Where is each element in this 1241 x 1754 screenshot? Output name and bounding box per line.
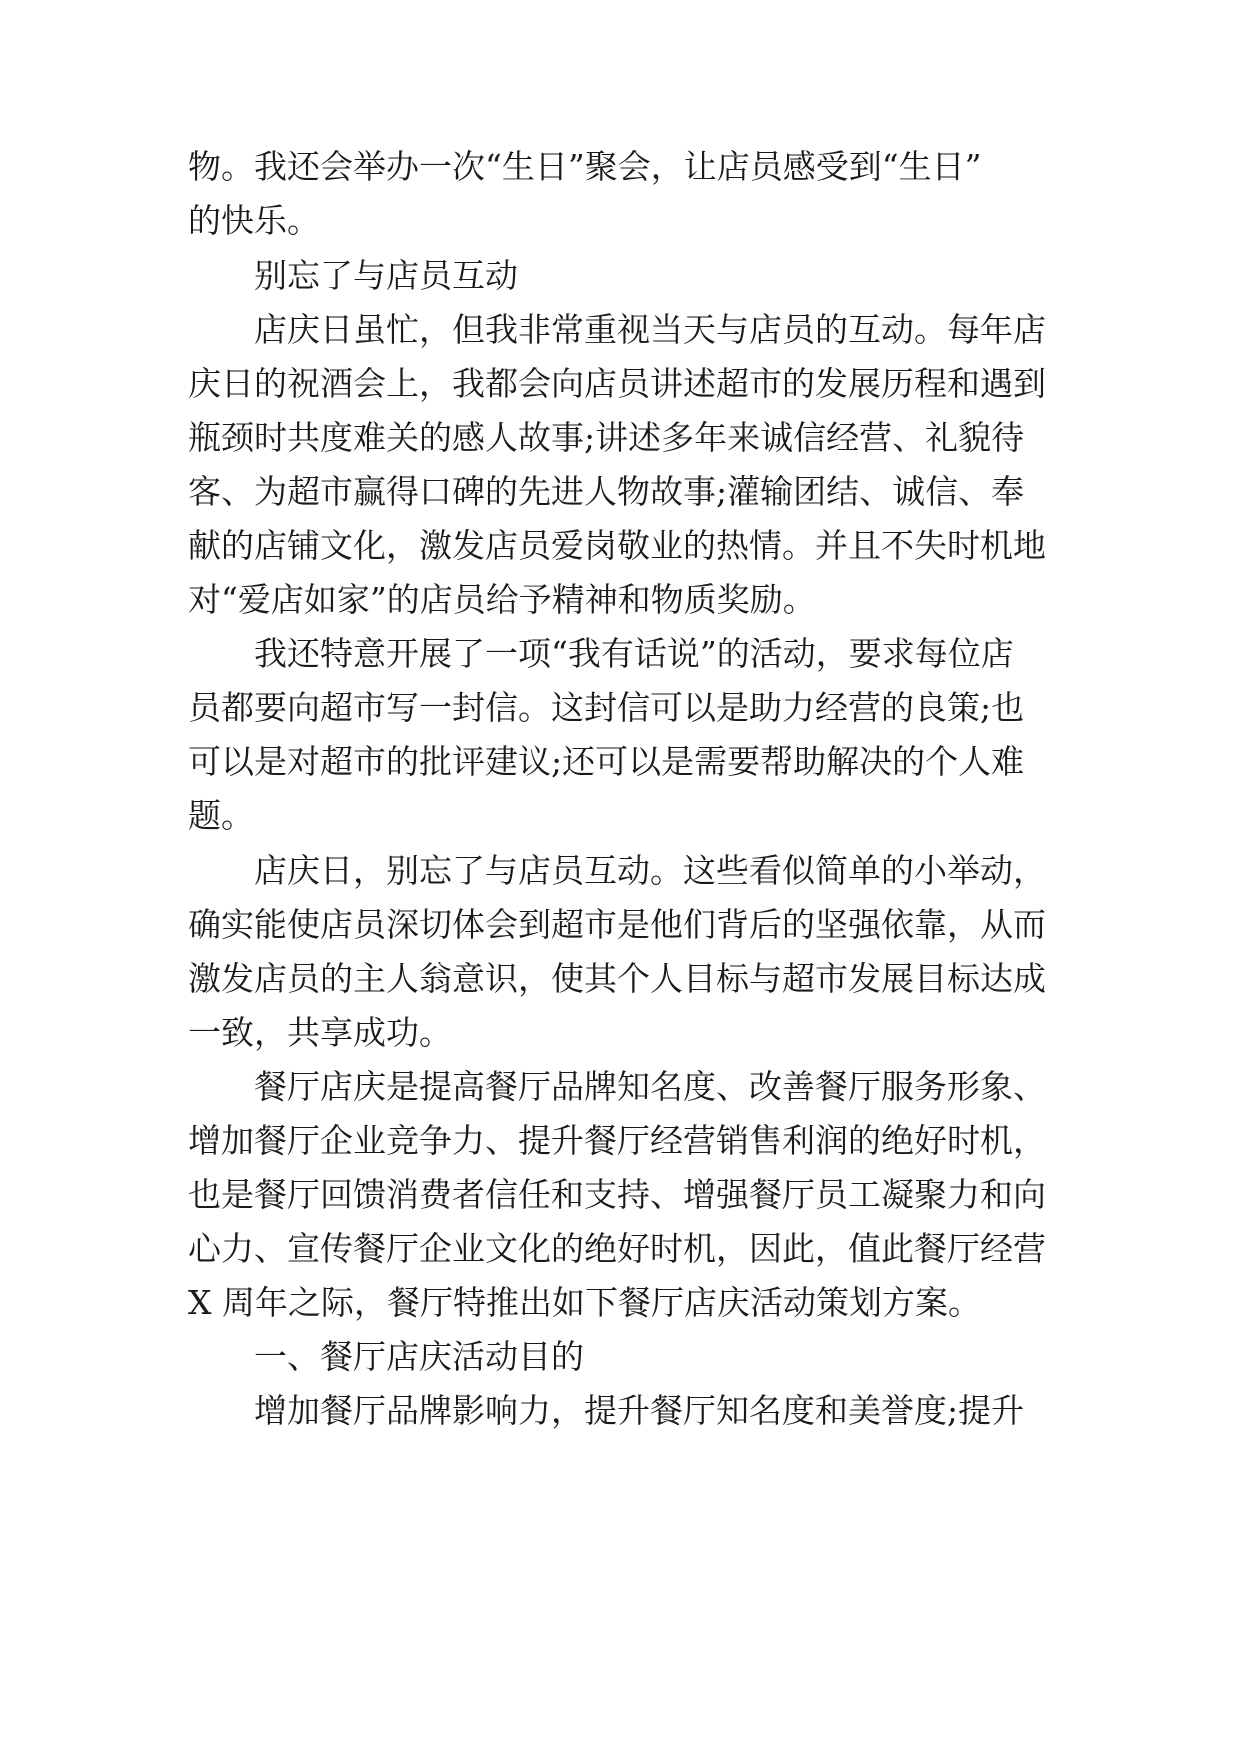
text-line: 我还特意开展了一项“我有话说”的活动，要求每位店 (254, 634, 1014, 673)
text-line: 增加餐厅企业竞争力、提升餐厅经营销售利润的绝好时机， (188, 1121, 1046, 1160)
text-line: 客、为超市赢得口碑的先进人物故事;灌输团结、诚信、奉 (188, 472, 1025, 511)
text-line: 题。 (188, 796, 254, 835)
section-heading: 一、餐厅店庆活动目的 (254, 1337, 584, 1376)
text-line: 确实能使店员深切体会到超市是他们背后的坚强依靠，从而 (188, 905, 1046, 944)
text-line: 增加餐厅品牌影响力，提升餐厅知名度和美誉度;提升 (254, 1391, 1025, 1430)
text-line: 店庆日虽忙，但我非常重视当天与店员的互动。每年店 (254, 310, 1046, 349)
text-line: X 周年之际，餐厅特推出如下餐厅店庆活动策划方案。 (188, 1283, 981, 1322)
text-line: 也是餐厅回馈消费者信任和支持、增强餐厅员工凝聚力和向 (188, 1175, 1046, 1214)
text-line: 对“爱店如家”的店员给予精神和物质奖励。 (188, 580, 816, 619)
text-line: 物。我还会举办一次“生日”聚会，让店员感受到“生日” (188, 147, 982, 186)
section-heading: 别忘了与店员互动 (254, 256, 518, 295)
text-line: 心力、宣传餐厅企业文化的绝好时机，因此，值此餐厅经营 (188, 1229, 1046, 1268)
text-line: 激发店员的主人翁意识，使其个人目标与超市发展目标达成 (188, 959, 1046, 998)
text-line: 餐厅店庆是提高餐厅品牌知名度、改善餐厅服务形象、 (254, 1067, 1046, 1106)
text-line: 员都要向超市写一封信。这封信可以是助力经营的良策;也 (188, 688, 1025, 727)
text-line: 庆日的祝酒会上，我都会向店员讲述超市的发展历程和遇到 (188, 364, 1046, 403)
text-line: 瓶颈时共度难关的感人故事;讲述多年来诚信经营、礼貌待 (188, 418, 1025, 457)
text-line: 献的店铺文化，激发店员爱岗敬业的热情。并且不失时机地 (188, 526, 1046, 565)
text-line: 店庆日，别忘了与店员互动。这些看似简单的小举动， (254, 851, 1046, 890)
text-line: 一致，共享成功。 (188, 1013, 452, 1052)
text-line: 的快乐。 (188, 201, 320, 240)
text-line: 可以是对超市的批评建议;还可以是需要帮助解决的个人难 (188, 742, 1025, 781)
